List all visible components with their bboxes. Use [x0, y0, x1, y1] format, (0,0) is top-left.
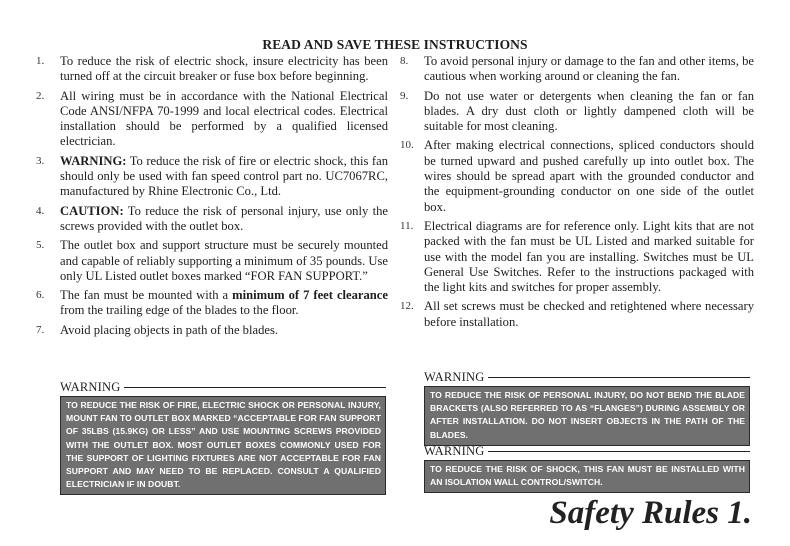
instruction-item [36, 238, 388, 284]
warning-isolation-switch [424, 445, 750, 493]
warning-label: WARNING [60, 380, 121, 394]
warning-text-box: TO REDUCE THE RISK OF FIRE, ELECTRIC SHOCK OR PERSONAL INJURY, MOUNT FAN TO OUTLET BOX MARKED “ACCEPTABLE FOR FAN SUPPORT OF 35LBS (15.9KG) OR LESS” AND USE MOUNTING SCREWS PROVIDED WITH THE OUTLET BOX. MOST OUTLET BOXES COMMONLY USED FOR THE SUPPORT OF LIGHTING FIXTURES ARE NOT ACCEPTABLE FOR FAN SUPPORT AND MAY NEED TO BE REPLACED. CONSULT A QUALIFIED ELECTRICIAN IF IN DOUBT. [60, 396, 386, 495]
instruction-item [400, 299, 754, 330]
item-bold-phrase: minimum of 7 feet clearance [232, 288, 388, 303]
instruction-item [400, 89, 754, 135]
instructions-right-column [400, 54, 754, 334]
item-text: Electrical diagrams are for reference only. Light kits that are not packed with the fan must be UL Listed and marked suitable for use with the model fan you are installing. Switches must be UL General Use Switches. Refer to the instructions packaged with the light kits and switches for proper assembly. [424, 218, 754, 295]
item-text: The outlet box and support structure must be securely mounted and capable of reliably supporting a minimum of 35 pounds. Use only UL Listed outlet boxes marked “FOR FAN SUPPORT.” [60, 238, 388, 283]
instruction-item [36, 204, 388, 235]
item-number: 10. [400, 139, 414, 152]
warning-header [424, 445, 750, 458]
warning-rule-divider [124, 387, 386, 388]
warning-header [424, 371, 750, 384]
item-text: After making electrical connections, spliced conductors should be turned upward and pushed carefully up into outlet box. The wires should be spread apart with the grounded conductor and the equipment-grounding conductor on one side of the outlet box. [424, 138, 754, 214]
page-title: READ AND SAVE THESE INSTRUCTIONS [262, 37, 528, 52]
item-number: 7. [36, 323, 45, 336]
item-number: 4. [36, 204, 45, 217]
item-number: 2. [36, 89, 45, 102]
item-text: Do not use water or detergents when cleaning the fan or fan blades. A dry dust cloth or lightly dampened cloth will be suitable for most cleaning. [424, 88, 754, 134]
warning-label: WARNING [424, 370, 485, 384]
warning-text-box: TO REDUCE THE RISK OF SHOCK, THIS FAN MUST BE INSTALLED WITH AN ISOLATION WALL CONTROL/SWITCH. [424, 460, 750, 493]
instruction-item [400, 54, 754, 85]
item-text: from the trailing edge of the blades to the floor. [60, 303, 299, 318]
item-text: To reduce the risk of fire or electric shock, this fan should only be used with fan speed control part no. UC7067RC, manufactured by Rhine Electronic Co., Ltd. [60, 153, 388, 199]
warning-blade-brackets [424, 371, 750, 446]
instruction-item [400, 138, 754, 214]
instruction-item [400, 219, 754, 295]
warning-header [60, 381, 386, 394]
item-number: 11. [400, 219, 414, 232]
warning-text-box: TO REDUCE THE RISK OF PERSONAL INJURY, DO NOT BEND THE BLADE BRACKETS (ALSO REFERRED TO AS “FLANGES”) DURING ASSEMBLY OR AFTER INSTALLATION. DO NOT INSERT OBJECTS IN THE PATH OF THE BLADES. [424, 386, 750, 446]
item-number: 3. [36, 154, 45, 167]
item-bold-label: WARNING: [60, 153, 127, 168]
item-number: 1. [36, 55, 45, 67]
item-number: 12. [400, 300, 414, 313]
instruction-item [36, 323, 388, 338]
item-text: All set screws must be checked and retightened where necessary before installation. [424, 299, 754, 329]
item-text-pre: The fan must be mounted with a [60, 288, 233, 303]
item-text: To reduce the risk of electric shock, insure electricity has been turned off at the circuit breaker or fuse box before beginning. [60, 54, 388, 84]
item-text: To reduce the risk of personal injury, use only the screws provided with the outlet box. [60, 203, 388, 233]
item-number: 6. [36, 289, 45, 302]
item-number: 9. [400, 89, 409, 102]
instructions-left-column [36, 54, 388, 342]
instruction-item [36, 288, 388, 319]
warning-outlet-box [60, 381, 386, 495]
item-number: 8. [400, 55, 409, 67]
item-text: Avoid placing objects in path of the blades. [60, 322, 279, 337]
item-number: 5. [36, 239, 45, 252]
warning-label: WARNING [424, 444, 485, 458]
warning-rule-divider [488, 377, 750, 378]
instruction-item [36, 154, 388, 200]
item-text: All wiring must be in accordance with the National Electrical Code ANSI/NFPA 70-1999 and local electrical codes. Electrical installation should be performed by a qualified licensed electrician. [60, 88, 388, 149]
instruction-item [36, 89, 388, 150]
item-text: To avoid personal injury or damage to the fan and other items, be cautious when working around or cleaning the fan. [424, 54, 754, 84]
item-bold-label: CAUTION: [60, 203, 124, 218]
instruction-item [36, 54, 388, 85]
page-footer-title: Safety Rules 1. [549, 495, 752, 531]
warning-rule-divider [488, 451, 750, 452]
